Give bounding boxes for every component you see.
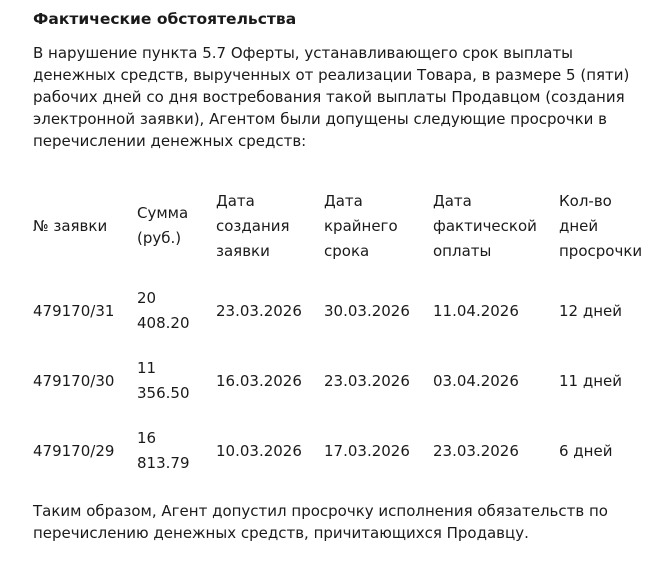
cell-delay: 11 дней: [559, 371, 623, 390]
header-deadline: Дата крайнего срока: [324, 191, 398, 260]
document: [33, 8, 653, 544]
cell-number: 479170/30: [33, 371, 115, 390]
cell-paid: 11.04.2026: [433, 301, 519, 320]
cell-sum: [137, 416, 216, 486]
cell-sum-part: 408.20: [137, 314, 190, 332]
cell-sum-part: 356.50: [137, 384, 190, 402]
table-row: [33, 416, 649, 486]
cell-deadline: 23.03.2026: [324, 371, 410, 390]
header-paid: Дата фактической оплаты: [433, 191, 537, 260]
cell-delay: 6 дней: [559, 441, 613, 460]
cell-sum-part: 16: [137, 429, 157, 447]
header-created: Дата создания заявки: [216, 191, 290, 260]
cell-created: 16.03.2026: [216, 371, 302, 390]
closing-paragraph: Таким образом, Агент допустил просрочку исполнения обязательств по перечислению денежных средств, причитающихся Продавцу.: [33, 502, 608, 542]
cell-deadline: 30.03.2026: [324, 301, 410, 320]
header-number: № заявки: [33, 216, 108, 235]
cell-sum-part: 813.79: [137, 454, 190, 472]
header-delay: Кол-во дней просрочки: [559, 191, 643, 260]
intro-paragraph: В нарушение пункта 5.7 Оферты, устанавливающего срок выплаты денежных средств, вырученных от реализации Товара, в размере 5 (пяти) рабочих дней со дня востребования такой выплаты Продавцом (создания электронной заявки), Агентом были допущены следующие просрочки в перечислении денежных средств:: [33, 44, 630, 150]
cell-number: 479170/29: [33, 441, 115, 460]
cell-delay: 12 дней: [559, 301, 623, 320]
cell-paid: 23.03.2026: [433, 441, 519, 460]
cell-sum-part: 11: [137, 359, 157, 377]
cell-deadline: 17.03.2026: [324, 441, 410, 460]
table-header-row: [33, 176, 649, 276]
cell-sum: [137, 346, 216, 416]
cell-created: 10.03.2026: [216, 441, 302, 460]
cell-created: 23.03.2026: [216, 301, 302, 320]
header-sum: Сумма (руб.): [137, 204, 189, 247]
delays-table: [33, 176, 649, 486]
table-row: [33, 346, 649, 416]
cell-number: 479170/31: [33, 301, 115, 320]
cell-paid: 03.04.2026: [433, 371, 519, 390]
cell-sum: [137, 276, 216, 346]
cell-sum-part: 20: [137, 289, 157, 307]
table-row: [33, 276, 649, 346]
section-heading: Фактические обстоятельства: [33, 10, 297, 28]
